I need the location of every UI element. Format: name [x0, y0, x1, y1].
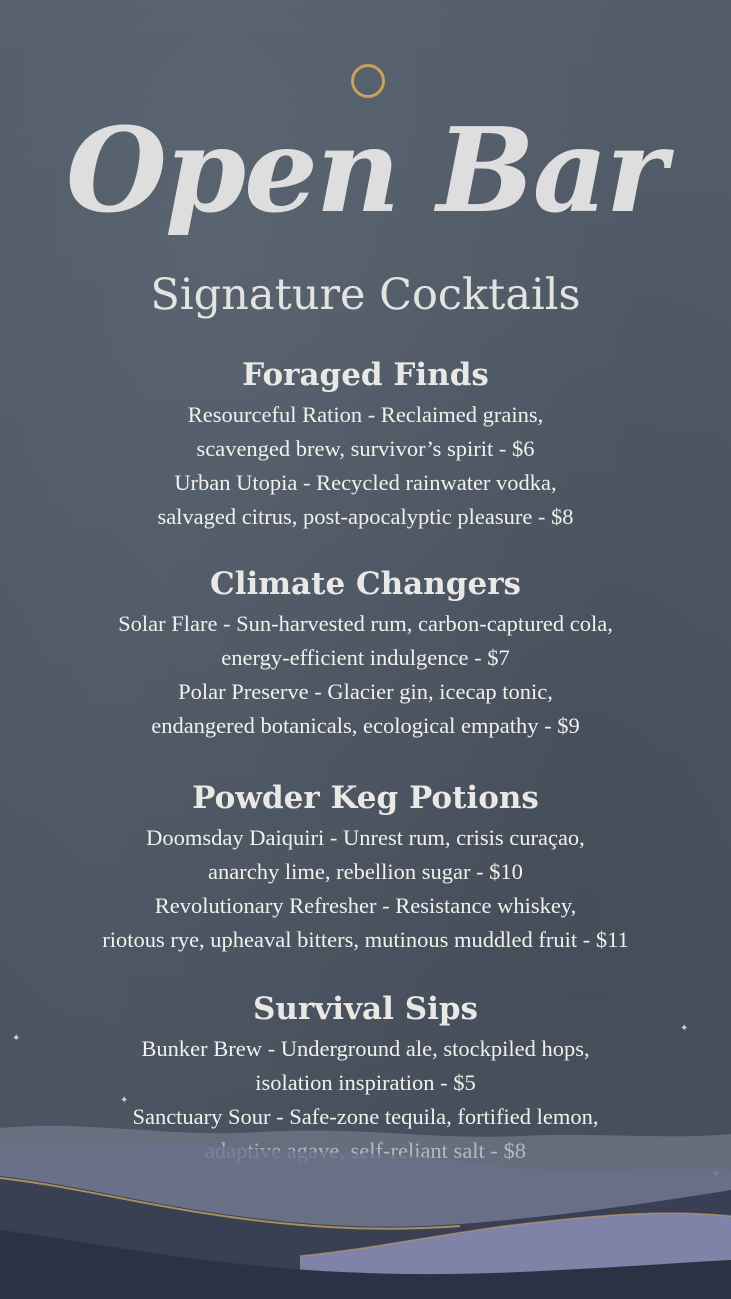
menu-item-line: endangered botanicals, ecological empathy - $9	[151, 713, 580, 738]
section-powder-keg-potions	[0, 777, 731, 957]
menu-item-line: Sanctuary Sour - Safe-zone tequila, fortified lemon,	[132, 1104, 599, 1129]
section-heading: Survival Sips	[252, 991, 478, 1027]
section-heading: Climate Changers	[210, 566, 521, 602]
mountain-landscape	[0, 1080, 731, 1299]
section-heading: Powder Keg Potions	[192, 780, 539, 816]
menu-item-line: Doomsday Daiquiri - Unrest rum, crisis curaçao,	[146, 825, 585, 850]
sparkle-icon: ✦	[120, 1095, 129, 1106]
sparkle-icon: ✦	[12, 1033, 21, 1044]
menu-item-line: Revolutionary Refresher - Resistance whiskey,	[154, 893, 577, 918]
menu-item-line: Solar Flare - Sun-harvested rum, carbon-captured cola,	[118, 611, 613, 636]
section-climate-changers	[0, 563, 731, 743]
gold-ring-icon	[351, 64, 385, 98]
menu-item-line: Urban Utopia - Recycled rainwater vodka,	[174, 470, 557, 495]
menu-item-line: Resourceful Ration - Reclaimed grains,	[187, 402, 544, 427]
menu-item-line: energy-efficient indulgence - $7	[221, 645, 510, 670]
menu-item-line: anarchy lime, rebellion sugar - $10	[208, 859, 523, 884]
menu-item-line: Polar Preserve - Glacier gin, icecap tonic,	[178, 679, 553, 704]
menu-title: Open Bar	[65, 103, 665, 239]
menu-item-line: Bunker Brew - Underground ale, stockpiled hops,	[141, 1036, 590, 1061]
menu-item-line: riotous rye, upheaval bitters, mutinous muddled fruit - $11	[102, 927, 629, 952]
menu-item-line: salvaged citrus, post-apocalyptic pleasure - $8	[157, 504, 574, 529]
sparkle-icon: ✦	[680, 1023, 689, 1034]
menu-item-line: scavenged brew, survivor’s spirit - $6	[196, 436, 535, 461]
section-foraged-finds	[0, 354, 731, 534]
section-heading: Foraged Finds	[242, 357, 489, 393]
menu-subtitle: Signature Cocktails	[150, 270, 581, 320]
menu-item-line: isolation inspiration - $5	[255, 1070, 476, 1095]
